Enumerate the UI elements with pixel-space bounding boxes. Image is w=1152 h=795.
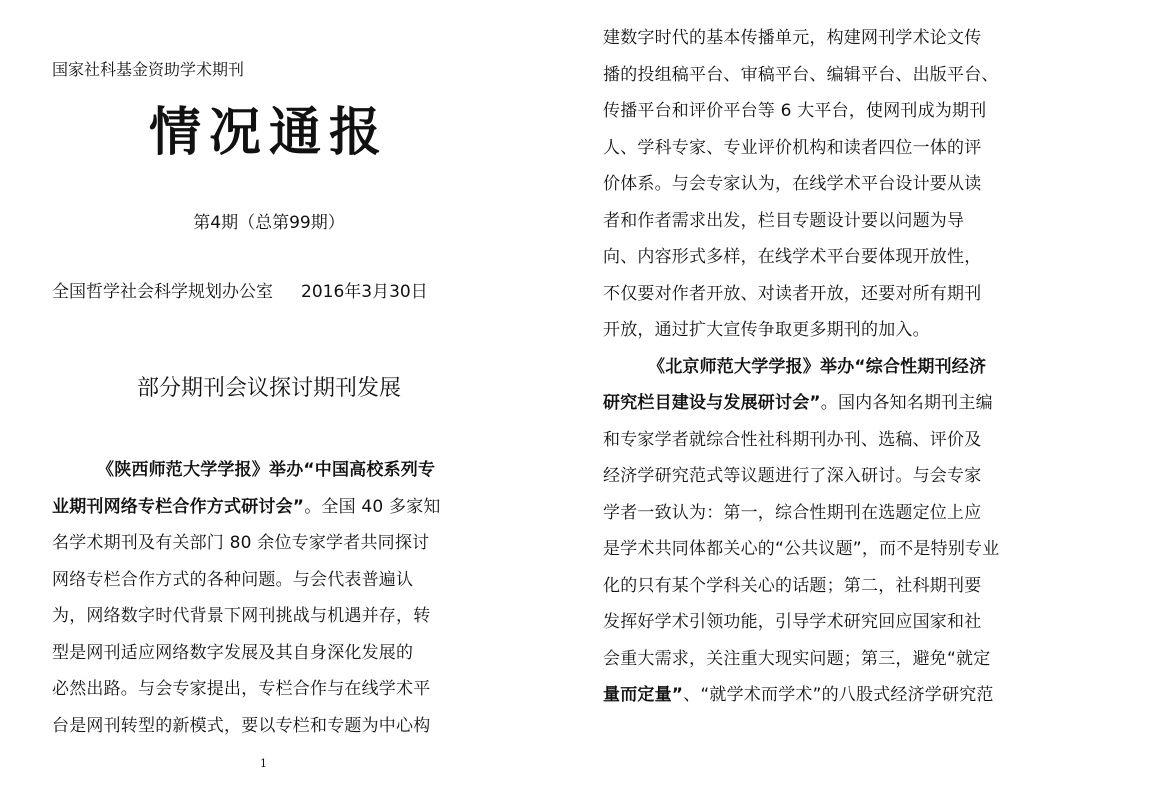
- paragraph-line: 者和作者需求出发，栏目专题设计要以问题为导: [603, 210, 965, 231]
- paragraph-line: 必然出路。与会专家提出，专栏合作与在线学术平: [52, 679, 431, 699]
- paragraph-lead: 研究栏目建设与发展研讨会”: [603, 393, 821, 413]
- paragraph-line: 台是网刊转型的新模式，要以专栏和专题为中心构: [52, 715, 431, 736]
- paragraph-text: 。全国 40 多家知: [304, 496, 441, 517]
- paragraph-line: [52, 489, 492, 526]
- paragraph-line: [603, 385, 1043, 422]
- paragraph-line: 开放，通过扩大宣传争取更多期刊的加入。: [603, 320, 930, 340]
- paragraph-line: 向、内容形式多样，在线学术平台要体现开放性，: [603, 247, 982, 267]
- paragraph-line: 会重大需求，关注重大现实问题；第三，避免“就定: [603, 648, 991, 669]
- paragraph-line: 学者一致认为：第一，综合性期刊在选题定位上应: [603, 502, 982, 523]
- article-title: 部分期刊会议探讨期刊发展: [136, 376, 401, 401]
- paragraph-line: [603, 349, 1043, 386]
- paragraph-text: 、“就学术而学术”的八股式经济学研究范: [683, 685, 994, 705]
- right-page: [576, 0, 1152, 795]
- page-number: 1: [260, 757, 267, 770]
- paragraph-emphasis: 量而定量”: [603, 685, 684, 705]
- issue-number: 第4期（总第99期）: [193, 213, 345, 233]
- paragraph-text: 。国内各知名期刊主编: [820, 393, 993, 413]
- paragraph-lead: 业期刊网络专栏合作方式研讨会”: [52, 496, 305, 517]
- paragraph-line: 建数字时代的基本传播单元，构建网刊学术论文传: [603, 28, 982, 48]
- right-body-text: [603, 20, 1043, 714]
- publisher-line: 国家社科基金资助学术期刊: [52, 60, 245, 79]
- issuing-office-line: [52, 281, 428, 303]
- paragraph-line: 不仅要对作者开放、对读者开放，还要对所有期刊: [603, 283, 982, 304]
- paragraph-line: 为，网络数字时代背景下网刊挑战与机遇并存，转: [52, 606, 431, 626]
- issuing-office: 全国哲学社会科学规划办公室: [52, 282, 273, 302]
- paragraph-lead: 《陕西师范大学学报》举办“中国高校系列专: [97, 460, 436, 480]
- paragraph-line: 和专家学者就综合性社科期刊办刊、选稿、评价及: [603, 429, 982, 450]
- paragraph-lead: 《北京师范大学学报》举办“综合性期刊经济: [648, 356, 987, 377]
- paragraph-line: 型是网刊适应网络数字发展及其自身深化发展的: [52, 642, 414, 663]
- paragraph-line: 经济学研究范式等议题进行了深入研讨。与会专家: [603, 466, 982, 486]
- paragraph-line: 发挥好学术引领功能，引导学术研究回应国家和社: [603, 612, 982, 632]
- paragraph-line: 传播平台和评价平台等 6 大平台，使网刊成为期刊: [603, 101, 987, 121]
- masthead-title: 情况通报: [148, 102, 389, 163]
- paragraph-line: 播的投组稿平台、审稿平台、编辑平台、出版平台、: [603, 64, 999, 85]
- paragraph-line: 人、学科专家、专业评价机构和读者四位一体的评: [603, 137, 982, 158]
- paragraph-line: 网络专栏合作方式的各种问题。与会代表普遍认: [52, 569, 414, 590]
- paragraph-line: 名学术期刊及有关部门 80 余位专家学者共同探讨: [52, 533, 430, 553]
- paragraph-line: [52, 452, 492, 489]
- paragraph-line: 价体系。与会专家认为，在线学术平台设计要从读: [603, 174, 982, 194]
- paragraph-line: 化的只有某个学科关心的话题；第二，社科期刊要: [603, 575, 982, 596]
- left-body-text: [52, 452, 492, 744]
- issue-date: 2016年3月30日: [301, 282, 428, 302]
- paragraph-line: 是学术共同体都关心的“公共议题”，而不是特别专业: [603, 539, 1000, 559]
- paragraph-line: [603, 677, 1043, 714]
